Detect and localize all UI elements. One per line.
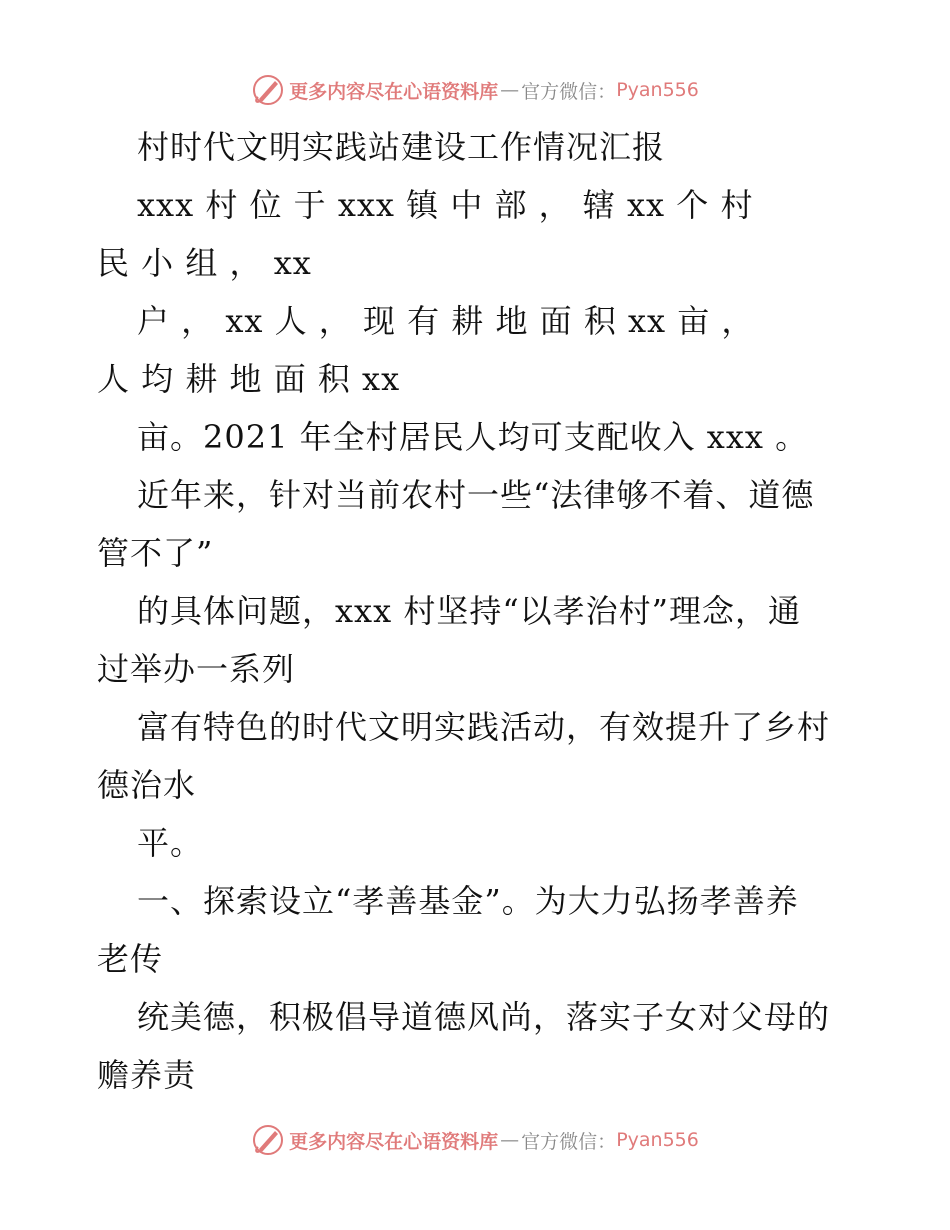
paragraph-line: 德治水 xyxy=(97,766,197,804)
watermark-text: 更多内容尽在心语资料库 xyxy=(289,1130,499,1153)
quill-logo-icon xyxy=(251,1123,285,1157)
watermark-dash: — xyxy=(500,1129,520,1151)
document-title: 村时代文明实践站建设工作情况汇报 xyxy=(137,128,666,166)
paragraph-line: 一、探索设立“孝善基金”。为大力弘扬孝善养 xyxy=(137,882,799,920)
paragraph-line: 户 ， xx 人 ， 现 有 耕 地 面 积 xx 亩 ， xyxy=(137,302,755,340)
paragraph-line: 近年来，针对当前农村一些“法律够不着、道德 xyxy=(137,476,815,514)
header-watermark xyxy=(0,70,950,110)
paragraph-line: 民 小 组 ， xx xyxy=(97,244,312,282)
paragraph-line: 老传 xyxy=(97,940,164,978)
document-body xyxy=(97,118,857,1104)
watermark-text: 更多内容尽在心语资料库 xyxy=(289,80,499,103)
watermark-label: 官方微信： xyxy=(521,1130,617,1153)
watermark-wechat-id: Pyan556 xyxy=(616,1129,699,1151)
paragraph-line: 赡养责 xyxy=(97,1056,197,1094)
watermark-wechat-id: Pyan556 xyxy=(616,79,699,101)
watermark-dash: — xyxy=(500,79,520,101)
paragraph-line: xxx 村 位 于 xxx 镇 中 部 ， 辖 xx 个 村 xyxy=(137,186,754,224)
paragraph-line: 管不了” xyxy=(97,534,214,572)
paragraph-line: 过举办一系列 xyxy=(97,650,296,688)
paragraph-line: 亩。2021 年全村居民人均可支配收入 xxx 。 xyxy=(137,418,809,456)
watermark-label: 官方微信： xyxy=(521,80,617,103)
quill-logo-icon xyxy=(251,73,285,107)
paragraph-line: 统美德，积极倡导道德风尚，落实子女对父母的 xyxy=(137,998,831,1036)
paragraph-line: 平。 xyxy=(137,824,204,862)
paragraph-line: 人 均 耕 地 面 积 xx xyxy=(97,360,401,398)
footer-watermark xyxy=(0,1120,950,1160)
paragraph-line: 富有特色的时代文明实践活动，有效提升了乡村 xyxy=(137,708,831,746)
paragraph-line: 的具体问题，xxx 村坚持“以孝治村”理念，通 xyxy=(137,592,802,630)
